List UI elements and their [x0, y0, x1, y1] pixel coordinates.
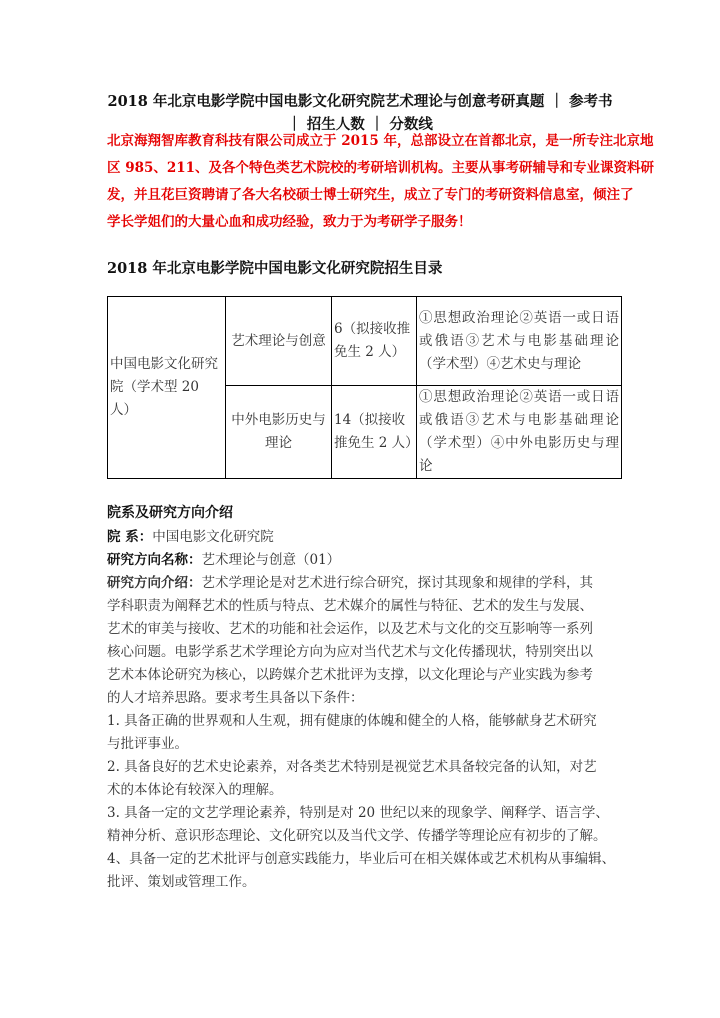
condition-line: 4、具备一定的艺术批评与创意实践能力，毕业后可在相关媒体或艺术机构从事编辑、: [107, 851, 616, 867]
direction-intro-label: 研究方向介绍：: [107, 575, 202, 591]
direction-intro-line: 学科职责为阐释艺术的性质与特点、艺术媒介的属性与特征、艺术的发生与发展、: [107, 598, 593, 614]
title-line-1: 2018 年北京电影学院中国电影文化研究院艺术理论与创意考研真题 ｜ 参考书: [107, 93, 613, 110]
condition-line: 1. 具备正确的世界观和人生观，拥有健康的体魄和健全的人格，能够献身艺术研究: [107, 713, 597, 729]
direction-intro-text: 艺术学理论是对艺术进行综合研究，探讨其现象和规律的学科，其: [201, 575, 593, 591]
section-heading: 院系及研究方向介绍: [107, 505, 233, 521]
subjects-cell: ①思想政治理论②英语一或日语或俄语③艺术与电影基础理论（学术型）④中外电影历史与理论: [417, 386, 622, 479]
admission-catalog-table: [107, 296, 622, 479]
direction-intro-line: 艺术的审美与接收、艺术的功能和社会运作，以及艺术与文化的交互影响等一系列: [107, 621, 593, 637]
quota-cell: 6（拟接收推免生 2 人）: [332, 297, 417, 386]
direction-name-value: 艺术理论与创意（01）: [201, 552, 341, 568]
intro-line: 区 985、211、及各个特色类艺术院校的考研培训机构。主要从事考研辅导和专业课资料研: [107, 160, 655, 176]
quota-cell: 14（拟接收推免生 2 人）: [332, 386, 417, 479]
direction-cell: 中外电影历史与理论: [226, 386, 332, 479]
direction-cell: 艺术理论与创意: [226, 297, 332, 386]
direction-intro-line: 的人才培养思路。要求考生具备以下条件：: [107, 690, 364, 706]
table-row: [108, 297, 622, 386]
department-introduction: [107, 502, 632, 894]
direction-name-label: 研究方向名称：: [107, 552, 202, 568]
direction-intro-line: [107, 572, 632, 595]
department-label: 院 系：: [107, 529, 153, 545]
subjects-cell: ①思想政治理论②英语一或日语或俄语③艺术与电影基础理论（学术型）④艺术史与理论: [417, 297, 622, 386]
condition-line: 批评、策划或管理工作。: [107, 874, 256, 890]
intro-line: 北京海翔智库教育科技有限公司成立于 2015 年，总部设立在首都北京，是一所专注北京地: [107, 133, 654, 149]
department-line: [107, 526, 632, 549]
department-cell: 中国电影文化研究院（学术型 20 人）: [108, 297, 226, 479]
catalog-title: 2018 年北京电影学院中国电影文化研究院招生目录: [107, 260, 443, 277]
company-intro: [107, 128, 655, 236]
department-value: 中国电影文化研究院: [152, 529, 274, 545]
direction-intro-line: 艺术本体论研究为核心，以跨媒介艺术批评为支撑，以文化理论与产业实践为参考: [107, 667, 593, 683]
direction-intro-line: 核心问题。电影学系艺术学理论方向为应对当代艺术与文化传播现状，特别突出以: [107, 644, 593, 660]
condition-line: 3. 具备一定的文艺学理论素养，特别是对 20 世纪以来的现象学、阐释学、语言学、: [107, 805, 609, 821]
title-line-2: ｜ 招生人数 ｜ 分数线: [287, 116, 433, 133]
intro-line: 学长学姐们的大量心血和成功经验，致力于为考研学子服务！: [107, 214, 472, 230]
intro-line: 发，并且花巨资聘请了各大名校硕士博士研究生，成立了专门的考研资料信息室，倾注了: [107, 187, 634, 203]
direction-name-line: [107, 549, 632, 572]
condition-line: 术的本体论有较深入的理解。: [107, 782, 283, 798]
condition-line: 与批评事业。: [107, 736, 188, 752]
condition-line: 2. 具备良好的艺术史论素养，对各类艺术特别是视觉艺术具备较完备的认知，对艺: [107, 759, 597, 775]
direction-intro: [107, 572, 632, 894]
condition-line: 精神分析、意识形态理论、文化研究以及当代文学、传播学等理论应有初步的了解。: [107, 828, 607, 844]
